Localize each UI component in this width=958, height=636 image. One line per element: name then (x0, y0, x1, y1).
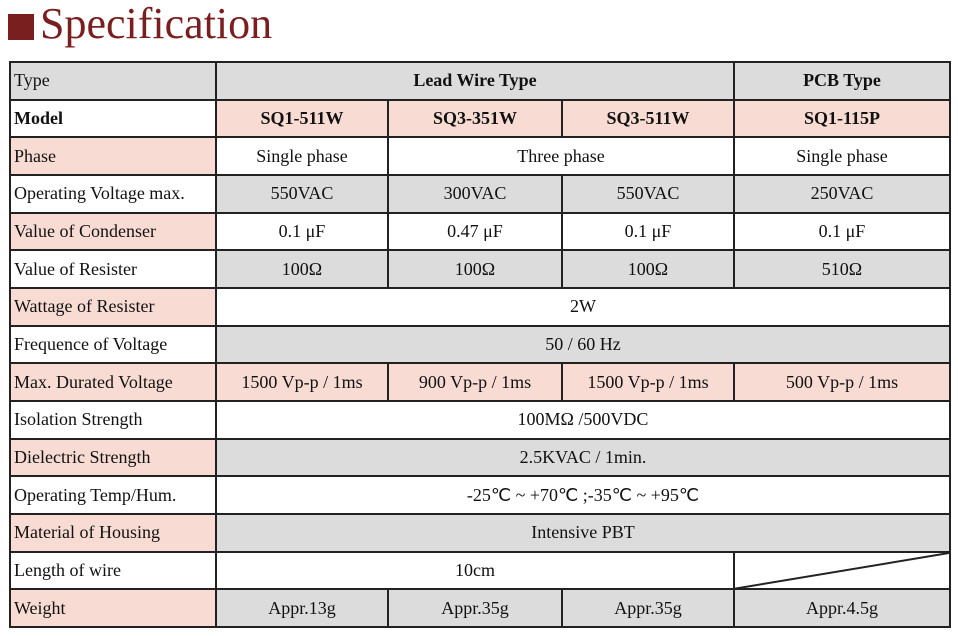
voltage-max-cell: 550VAC (216, 175, 388, 213)
dielectric-cell: 2.5KVAC / 1min. (216, 439, 950, 477)
model-cell: SQ3-351W (388, 100, 562, 138)
voltage-max-cell: 250VAC (734, 175, 950, 213)
table-row-weight (10, 589, 950, 627)
model-cell: SQ1-115P (734, 100, 950, 138)
temp-hum-label: Operating Temp/Hum. (10, 476, 216, 514)
table-row-durated-voltage (10, 363, 950, 401)
resister-cell: 100Ω (562, 250, 734, 288)
table-row-type (10, 62, 950, 100)
voltage-max-label: Operating Voltage max. (10, 175, 216, 213)
specification-table (9, 61, 951, 628)
voltage-max-cell: 550VAC (562, 175, 734, 213)
weight-cell: Appr.4.5g (734, 589, 950, 627)
durated-voltage-cell: 1500 Vp-p / 1ms (562, 363, 734, 401)
condenser-cell: 0.1 μF (562, 213, 734, 251)
frequence-label: Frequence of Voltage (10, 326, 216, 364)
durated-voltage-label: Max. Durated Voltage (10, 363, 216, 401)
weight-cell: Appr.35g (388, 589, 562, 627)
table-row-wattage (10, 288, 950, 326)
condenser-cell: 0.1 μF (734, 213, 950, 251)
title-square-icon (8, 14, 34, 40)
table-row-isolation (10, 401, 950, 439)
table-row-phase (10, 137, 950, 175)
weight-label: Weight (10, 589, 216, 627)
phase-label: Phase (10, 137, 216, 175)
table-row-dielectric (10, 439, 950, 477)
durated-voltage-cell: 500 Vp-p / 1ms (734, 363, 950, 401)
wire-length-cell: 10cm (216, 552, 734, 590)
model-cell: SQ3-511W (562, 100, 734, 138)
phase-cell: Three phase (388, 137, 734, 175)
condenser-cell: 0.47 μF (388, 213, 562, 251)
table-row-model (10, 100, 950, 138)
housing-label: Material of Housing (10, 514, 216, 552)
diagonal-slash-icon (735, 553, 949, 589)
wattage-label: Wattage of Resister (10, 288, 216, 326)
type-label: Type (10, 62, 216, 100)
phase-cell: Single phase (734, 137, 950, 175)
condenser-cell: 0.1 μF (216, 213, 388, 251)
table-row-frequence (10, 326, 950, 364)
dielectric-label: Dielectric Strength (10, 439, 216, 477)
condenser-label: Value of Condenser (10, 213, 216, 251)
isolation-label: Isolation Strength (10, 401, 216, 439)
model-cell: SQ1-511W (216, 100, 388, 138)
phase-cell: Single phase (216, 137, 388, 175)
frequence-cell: 50 / 60 Hz (216, 326, 950, 364)
temp-hum-cell: -25℃ ~ +70℃ ;-35℃ ~ +95℃ (216, 476, 950, 514)
weight-cell: Appr.35g (562, 589, 734, 627)
table-row-wire-length (10, 552, 950, 590)
table-row-resister (10, 250, 950, 288)
page-title (8, 0, 272, 48)
resister-cell: 510Ω (734, 250, 950, 288)
table-row-voltage-max (10, 175, 950, 213)
voltage-max-cell: 300VAC (388, 175, 562, 213)
table-row-condenser (10, 213, 950, 251)
table-row-housing (10, 514, 950, 552)
resister-cell: 100Ω (216, 250, 388, 288)
title-text: Specification (40, 0, 273, 48)
table-row-temp-hum (10, 476, 950, 514)
weight-cell: Appr.13g (216, 589, 388, 627)
resister-cell: 100Ω (388, 250, 562, 288)
resister-label: Value of Resister (10, 250, 216, 288)
lead-wire-type-header: Lead Wire Type (216, 62, 734, 100)
pcb-type-header: PCB Type (734, 62, 950, 100)
durated-voltage-cell: 1500 Vp-p / 1ms (216, 363, 388, 401)
housing-cell: Intensive PBT (216, 514, 950, 552)
model-label: Model (10, 100, 216, 138)
not-applicable-cell (734, 552, 950, 590)
durated-voltage-cell: 900 Vp-p / 1ms (388, 363, 562, 401)
wattage-cell: 2W (216, 288, 950, 326)
isolation-cell: 100MΩ /500VDC (216, 401, 950, 439)
wire-length-label: Length of wire (10, 552, 216, 590)
